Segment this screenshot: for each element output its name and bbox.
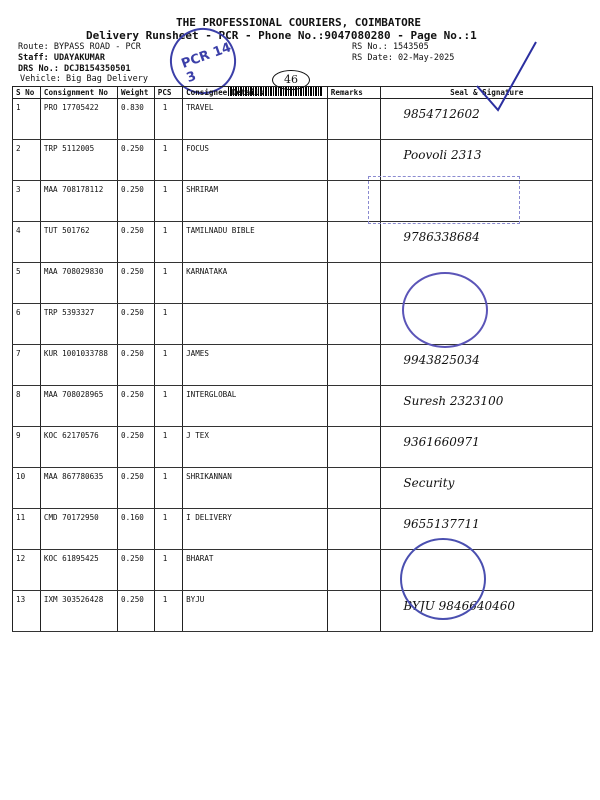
cell-sno: 12	[13, 550, 41, 591]
stamp-text: PCR 14 3	[179, 40, 234, 87]
cell-pcs: 1	[154, 181, 182, 222]
cell-remarks	[327, 345, 381, 386]
cell-pcs: 1	[154, 222, 182, 263]
cell-remarks	[327, 468, 381, 509]
cell-remarks	[327, 222, 381, 263]
cell-weight: 0.250	[118, 386, 155, 427]
cell-remarks	[327, 99, 381, 140]
handwritten-signature: 9943825034	[403, 353, 480, 367]
cell-weight: 0.250	[118, 468, 155, 509]
seal-stamp-karnataka	[402, 272, 488, 348]
seal-stamp-bharat	[400, 538, 486, 620]
handwritten-signature: Security	[403, 476, 455, 490]
runsheet-subtitle: Delivery Runsheet - PCR - Phone No.:9047080280 - Page No.:1	[86, 29, 477, 42]
cell-pcs: 1	[154, 386, 182, 427]
cell-sno: 2	[13, 140, 41, 181]
cell-weight: 0.250	[118, 181, 155, 222]
cell-sno: 1	[13, 99, 41, 140]
cell-sno: 5	[13, 263, 41, 304]
table-row	[13, 591, 593, 632]
cell-consignment: KOC 62170576	[40, 427, 117, 468]
cell-pcs: 1	[154, 140, 182, 181]
seal-stamp-shriram	[368, 176, 520, 224]
cell-sno: 10	[13, 468, 41, 509]
cell-weight: 0.250	[118, 591, 155, 632]
cell-pcs: 1	[154, 509, 182, 550]
col-sno: S No	[13, 87, 41, 99]
cell-pcs: 1	[154, 345, 182, 386]
cell-consignee: SHRIRAM	[183, 181, 328, 222]
cell-pcs: 1	[154, 263, 182, 304]
cell-weight: 0.250	[118, 345, 155, 386]
cell-consignee: KARNATAKA	[183, 263, 328, 304]
cell-consignment: TRP 5112005	[40, 140, 117, 181]
cell-sno: 4	[13, 222, 41, 263]
cell-consignment: IXM 303526428	[40, 591, 117, 632]
cell-sno: 13	[13, 591, 41, 632]
cell-weight: 0.250	[118, 222, 155, 263]
cell-pcs: 1	[154, 304, 182, 345]
cell-sno: 9	[13, 427, 41, 468]
handwritten-signature: 9655137711	[403, 517, 480, 531]
cell-sno: 3	[13, 181, 41, 222]
cell-pcs: 1	[154, 591, 182, 632]
table-row	[13, 509, 593, 550]
company-title: THE PROFESSIONAL COURIERS, COIMBATORE	[176, 16, 422, 29]
cell-consignee: JAMES	[183, 345, 328, 386]
check-mark-icon	[472, 38, 542, 118]
cell-remarks	[327, 386, 381, 427]
cell-sno: 6	[13, 304, 41, 345]
cell-remarks	[327, 140, 381, 181]
staff-label: Staff: UDAYAKUMAR	[18, 53, 105, 63]
cell-pcs: 1	[154, 99, 182, 140]
cell-signature	[381, 468, 593, 509]
handwritten-signature: BYJU 9846640460	[403, 599, 516, 613]
cell-weight: 0.250	[118, 550, 155, 591]
table-row	[13, 263, 593, 304]
cell-consignment: KOC 61895425	[40, 550, 117, 591]
cell-consignment: CMD 70172950	[40, 509, 117, 550]
table-row	[13, 222, 593, 263]
cell-consignment: MAA 708178112	[40, 181, 117, 222]
cell-consignment: TRP 5393327	[40, 304, 117, 345]
col-pcs: PCS	[154, 87, 182, 99]
cell-sno: 7	[13, 345, 41, 386]
rs-no-label: RS No.: 1543505	[352, 42, 429, 52]
table-row	[13, 345, 593, 386]
cell-consignee: TAMILNADU BIBLE	[183, 222, 328, 263]
cell-consignment: KUR 1001033788	[40, 345, 117, 386]
route-label: Route: BYPASS ROAD - PCR	[18, 42, 141, 52]
handwritten-signature: Suresh 2323100	[403, 394, 504, 408]
col-seal-signature: Seal & Signature	[381, 87, 593, 99]
cell-consignee: FOCUS	[183, 140, 328, 181]
cell-weight: 0.250	[118, 304, 155, 345]
table-row	[13, 427, 593, 468]
cell-signature	[381, 427, 593, 468]
cell-consignment: TUT 501762	[40, 222, 117, 263]
cell-consignment: PRO 17705422	[40, 99, 117, 140]
col-consignee: Consignee Details	[183, 87, 328, 99]
cell-signature	[381, 509, 593, 550]
col-weight: Weight	[118, 87, 155, 99]
cell-consignee: J TEX	[183, 427, 328, 468]
cell-signature	[381, 222, 593, 263]
cell-remarks	[327, 304, 381, 345]
handwritten-count: 46	[272, 70, 310, 90]
cell-weight: 0.160	[118, 509, 155, 550]
table-row	[13, 304, 593, 345]
table-row	[13, 468, 593, 509]
cell-consignee	[183, 304, 328, 345]
handwritten-signature: 9786338684	[403, 230, 480, 244]
cell-consignee: INTERGLOBAL	[183, 386, 328, 427]
cell-pcs: 1	[154, 550, 182, 591]
cell-pcs: 1	[154, 427, 182, 468]
table-row	[13, 550, 593, 591]
cell-remarks	[327, 550, 381, 591]
cell-consignee: BHARAT	[183, 550, 328, 591]
cell-signature	[381, 386, 593, 427]
cell-consignee: TRAVEL	[183, 99, 328, 140]
cell-consignee: I DELIVERY	[183, 509, 328, 550]
runsheet-table	[12, 86, 593, 632]
cell-weight: 0.250	[118, 427, 155, 468]
cell-pcs: 1	[154, 468, 182, 509]
table-row	[13, 140, 593, 181]
cell-remarks	[327, 263, 381, 304]
cell-consignee: BYJU	[183, 591, 328, 632]
cell-remarks	[327, 509, 381, 550]
cell-weight: 0.830	[118, 99, 155, 140]
vehicle-label: Vehicle: Big Bag Delivery	[20, 74, 148, 84]
cell-consignee: SHRIKANNAN	[183, 468, 328, 509]
cell-sno: 8	[13, 386, 41, 427]
handwritten-signature: 9361660971	[403, 435, 480, 449]
cell-consignment: MAA 708029830	[40, 263, 117, 304]
table-row	[13, 386, 593, 427]
cell-sno: 11	[13, 509, 41, 550]
cell-signature	[381, 345, 593, 386]
col-consignment: Consignment No	[40, 87, 117, 99]
cell-weight: 0.250	[118, 140, 155, 181]
cell-remarks	[327, 591, 381, 632]
cell-weight: 0.250	[118, 263, 155, 304]
handwritten-signature: Poovoli 2313	[403, 148, 482, 162]
drs-label: DRS No.: DCJB154350501	[18, 64, 131, 74]
rs-date-label: RS Date: 02-May-2025	[352, 53, 455, 63]
cell-remarks	[327, 427, 381, 468]
col-remarks: Remarks	[327, 87, 381, 99]
cell-consignment: MAA 708028965	[40, 386, 117, 427]
cell-signature	[381, 140, 593, 181]
handwritten-signature: 9854712602	[403, 107, 480, 121]
cell-consignment: MAA 867780635	[40, 468, 117, 509]
